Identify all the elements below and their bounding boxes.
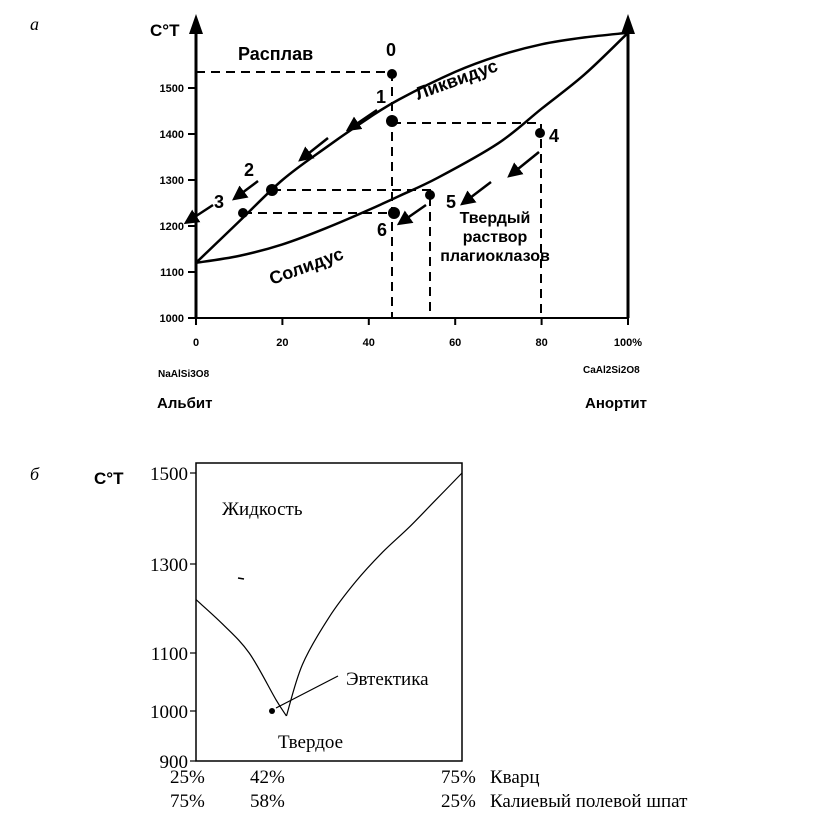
panel-b-y-tick-label-4: 900 (159, 752, 188, 773)
point-label-4: 4 (549, 126, 560, 146)
liquidus-curve (196, 33, 628, 263)
panel-a-solid-label-2: раствор (462, 229, 528, 246)
panel-b-eutectic-label: Эвтектика (346, 669, 429, 690)
panel-a-y-tick-label-4: 1400 (159, 129, 184, 141)
point-label-1: 1 (376, 87, 387, 107)
point-label-6: 6 (377, 220, 388, 240)
panel-a-region-liquid: Расплав (238, 44, 314, 64)
panel-a-left-formula: NaAlSi3O8 (158, 369, 210, 380)
point-1 (386, 115, 398, 127)
panel-b-stray-mark (238, 578, 244, 579)
panel-a (30, 14, 647, 412)
panel-a-right-mineral: Анортит (585, 395, 647, 412)
x-row2-right: 25% (441, 791, 476, 812)
point-0 (387, 69, 397, 79)
panel-a-y-tick-label-0: 1000 (159, 313, 184, 325)
panel-b-y-tick-label-3: 1000 (150, 702, 188, 723)
x-row1-name: Кварц (490, 767, 540, 788)
panel-b-y-tick-label-0: 1500 (150, 464, 188, 485)
point-label-2: 2 (244, 160, 255, 180)
panel-a-left-mineral: Альбит (157, 395, 213, 412)
panel-a-y-tick-label-1: 1100 (160, 267, 184, 279)
solidus-curve (196, 33, 628, 263)
panel-a-y-tick-label-2: 1200 (159, 221, 184, 233)
panel-a-left-arrow (189, 14, 203, 34)
panel-a-liquidus-label: Ликвидус (412, 55, 501, 104)
panel-a-y-ticks (160, 83, 196, 325)
panel-b-region-solid: Твердое (278, 732, 344, 753)
panel-b-region-liquid: Жидкость (222, 499, 303, 520)
panel-a-solid-label-1: Твердый (459, 210, 531, 227)
panel-a-x-tick-label-4: 80 (535, 337, 548, 349)
panel-a-y-tick-label-5: 1500 (159, 83, 184, 95)
panel-b-tag: б (30, 464, 40, 484)
eutectic-point (269, 708, 275, 714)
panel-a-right-arrow (621, 14, 635, 34)
point-3 (238, 208, 248, 218)
panel-a-tag: а (30, 14, 39, 34)
eutectic-leader-line (276, 676, 338, 708)
eutectic-left-curve (196, 600, 286, 716)
x-row1-mid: 42% (250, 767, 285, 788)
panel-a-x-tick-label-5: 100% (613, 337, 643, 349)
dashed-line-2-5 (272, 190, 430, 318)
point-5 (425, 190, 435, 200)
panel-b-y-axis-label: С°Т (94, 469, 124, 488)
panel-a-x-tick-label-1: 20 (276, 337, 289, 349)
x-row2-mid: 58% (250, 791, 285, 812)
panel-a-solidus-label: Солидус (266, 243, 346, 289)
panel-b-y-ticks (150, 464, 196, 773)
arrow-solid-2 (466, 182, 491, 201)
x-row2-left: 75% (170, 791, 205, 812)
panel-a-x-tick-label-2: 40 (362, 337, 375, 349)
panel-b (30, 463, 688, 812)
point-label-3: 3 (214, 192, 225, 212)
arrow-liquid-3 (238, 181, 258, 196)
arrow-solid-3 (403, 205, 426, 221)
arrow-liquid-1 (352, 110, 377, 127)
x-row1-left: 25% (170, 767, 205, 788)
arrow-solid-1 (513, 152, 539, 173)
point-label-5: 5 (446, 192, 457, 212)
point-6 (388, 207, 400, 219)
panel-a-right-formula: CaAl2Si2O8 (583, 365, 640, 376)
panel-b-y-tick-label-2: 1100 (150, 644, 188, 665)
panel-a-y-axis-label: С°Т (150, 21, 180, 40)
panel-b-y-tick-label-1: 1300 (150, 555, 188, 576)
panel-a-dashed-lines (196, 72, 541, 318)
point-label-0: 0 (386, 40, 397, 60)
panel-a-y-tick-label-3: 1300 (159, 175, 184, 187)
arrow-liquid-4 (190, 205, 213, 220)
panel-a-x-tick-label-3: 60 (449, 337, 462, 349)
point-2 (266, 184, 278, 196)
panel-a-x-ticks (193, 318, 642, 349)
panel-a-x-tick-label-0: 0 (192, 337, 200, 349)
x-row2-name: Калиевый полевой шпат (490, 791, 688, 812)
panel-a-solid-label-3: плагиоклазов (440, 248, 550, 265)
point-4 (535, 128, 545, 138)
x-row1-right: 75% (441, 767, 476, 788)
panel-a-arrows (190, 110, 539, 221)
